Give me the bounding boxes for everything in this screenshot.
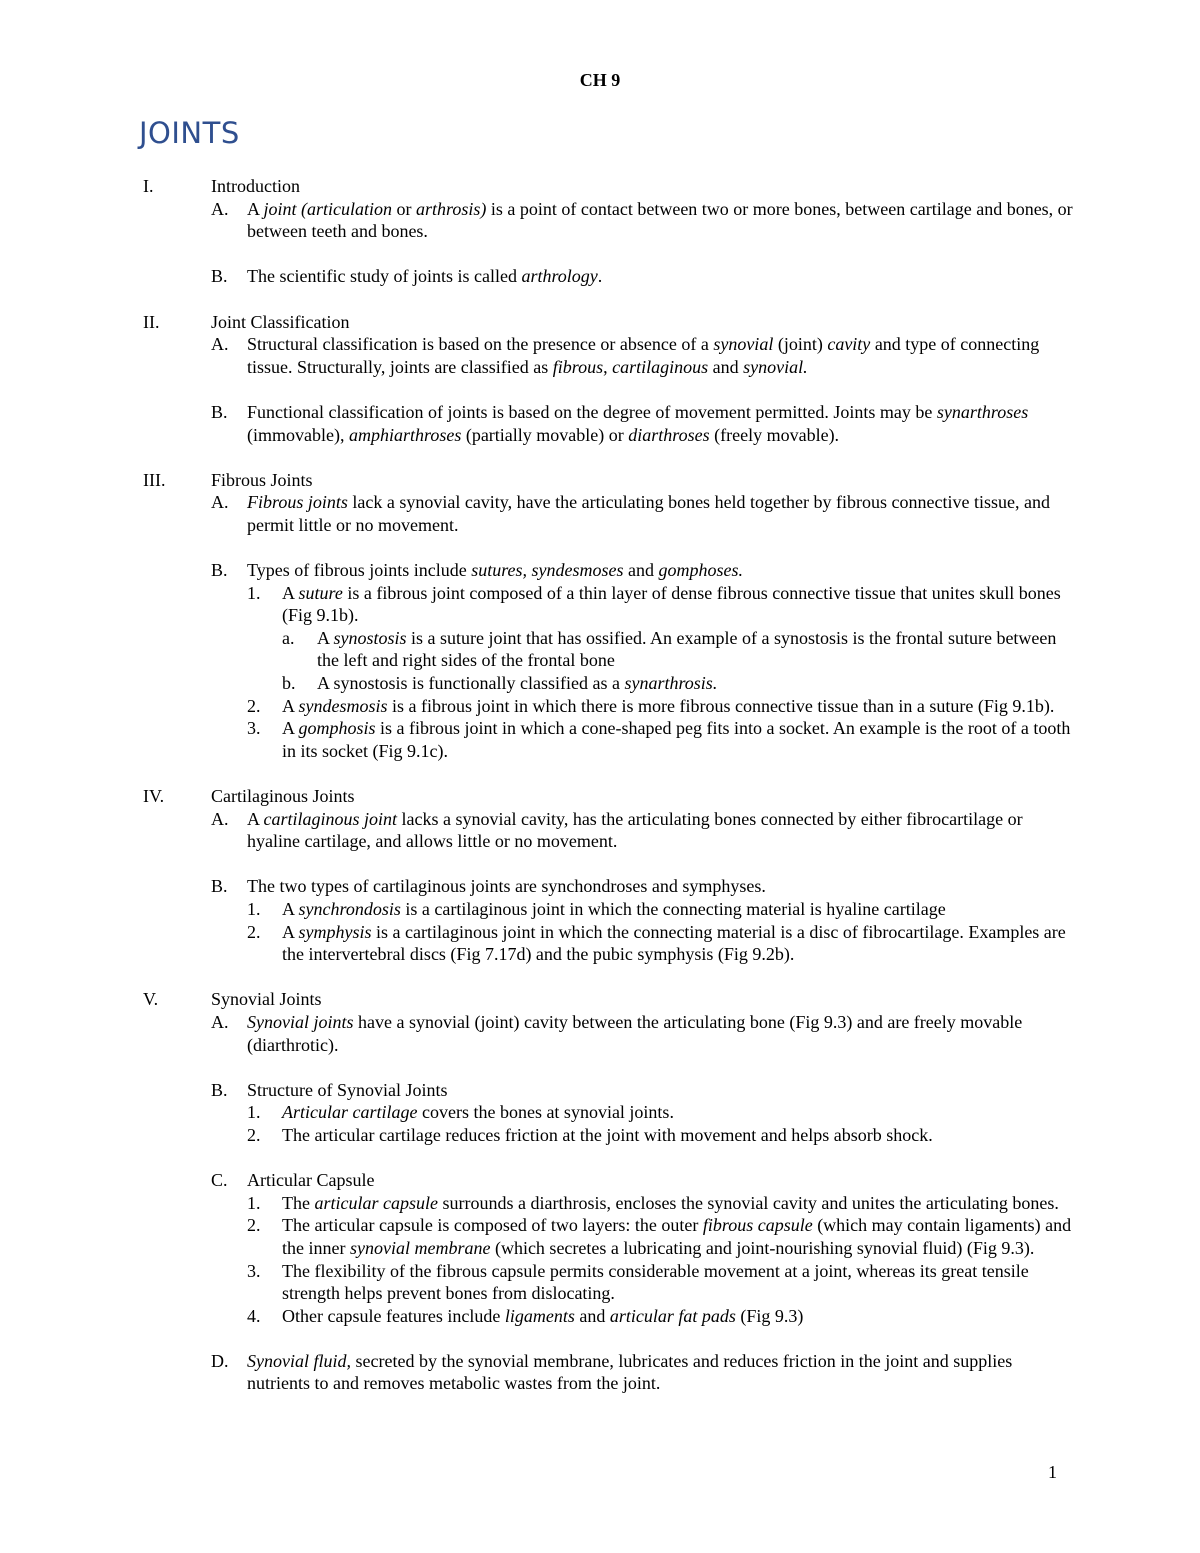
item-text: The flexibility of the fibrous capsule permits considerable movement at a joint, whereas its great tensile strength helps prevent bones from dislocating. [282, 1260, 1029, 1304]
section-title: Cartilaginous Joints [211, 786, 355, 807]
section-fibrous-joints [0, 469, 1200, 785]
list-item [0, 491, 1200, 536]
section-numeral: II. [143, 311, 160, 332]
list-item [0, 695, 1200, 718]
item-label: B. [211, 266, 228, 287]
outline [0, 175, 1200, 1395]
item-text: A syndesmosis is a fibrous joint in which there is more fibrous connective tissue than in a suture (Fig 9.1b). [282, 695, 1055, 716]
list-item [0, 1350, 1200, 1395]
item-label: 3. [247, 718, 261, 739]
item-label: 2. [247, 1124, 261, 1145]
chapter-header: CH 9 [579, 70, 621, 90]
list-item [0, 1260, 1200, 1305]
item-label: A. [211, 492, 229, 513]
section-heading [0, 311, 1200, 334]
section-joint-classification [0, 311, 1200, 469]
list-item [0, 333, 1200, 378]
item-label: 1. [247, 1192, 261, 1213]
section-introduction [0, 175, 1200, 311]
item-label: A. [211, 198, 229, 219]
section-heading [0, 785, 1200, 808]
item-label: B. [211, 1079, 228, 1100]
list-item [0, 921, 1200, 966]
item-text: A joint (articulation or arthrosis) is a point of contact between two or more bones, between cartilage and bones, or between teeth and bones. [247, 198, 1073, 242]
item-label: b. [282, 673, 296, 694]
list-item [0, 808, 1200, 853]
item-text: Synovial joints have a synovial (joint) cavity between the articulating bone (Fig 9.3) and are freely movable (diarthrotic). [247, 1011, 1023, 1055]
item-label: D. [211, 1350, 229, 1371]
item-text: Fibrous joints lack a synovial cavity, have the articulating bones held together by fibrous connective tissue, and permit little or no movement. [247, 492, 1050, 535]
item-text: Synovial fluid, secreted by the synovial membrane, lubricates and reduces friction in the joint and supplies nutrients to and removes metabolic wastes from the joint. [247, 1350, 1013, 1394]
item-text: Structure of Synovial Joints [247, 1079, 448, 1100]
section-numeral: I. [143, 176, 154, 196]
list-item [0, 559, 1200, 582]
item-text: Other capsule features include ligaments and articular fat pads (Fig 9.3) [282, 1305, 804, 1326]
section-title: Fibrous Joints [211, 469, 313, 490]
item-text: A synostosis is functionally classified as a synarthrosis. [317, 673, 718, 694]
list-item [0, 1124, 1200, 1147]
item-text: Articular cartilage covers the bones at synovial joints. [282, 1102, 674, 1123]
list-item [0, 1192, 1200, 1215]
list-item [0, 875, 1200, 898]
section-title: Synovial Joints [211, 989, 322, 1010]
item-label: a. [282, 627, 295, 648]
item-text: Structural classification is based on the presence or absence of a synovial (joint) cavity and type of connecting tissue. Structurally, joints are classified as fibrous, cartilaginous and synovial. [247, 334, 1040, 377]
section-heading [0, 175, 1200, 198]
item-label: B. [211, 401, 228, 422]
item-label: 3. [247, 1260, 261, 1281]
item-label: A. [211, 334, 229, 355]
list-item [0, 672, 1200, 695]
section-numeral: V. [143, 989, 159, 1010]
item-text: Articular Capsule [247, 1170, 375, 1191]
section-title: Introduction [211, 176, 300, 196]
list-item [0, 198, 1200, 243]
section-synovial-joints [0, 988, 1200, 1395]
item-label: 4. [247, 1305, 261, 1326]
section-numeral: IV. [143, 786, 165, 807]
list-item [0, 717, 1200, 762]
section-numeral: III. [143, 469, 166, 490]
item-text: The scientific study of joints is called arthrology. [247, 266, 603, 287]
item-label: 2. [247, 695, 261, 716]
item-label: B. [211, 876, 228, 897]
item-text: The articular cartilage reduces friction at the joint with movement and helps absorb shock. [282, 1124, 933, 1145]
item-text: Functional classification of joints is based on the degree of movement permitted. Joints may be synarthroses (immovable), amphiarthroses (partially movable) or diarthroses (freely movable). [247, 401, 1029, 445]
list-item [0, 1101, 1200, 1124]
item-text: A synchrondosis is a cartilaginous joint in which the connecting material is hyaline cartilage [282, 899, 946, 919]
list-item [0, 1305, 1200, 1328]
item-text: The two types of cartilaginous joints are synchondroses and symphyses. [247, 876, 766, 897]
section-cartilaginous-joints [0, 785, 1200, 988]
list-item [0, 1011, 1200, 1056]
item-label: 1. [247, 1102, 261, 1123]
item-text: A cartilaginous joint lacks a synovial cavity, has the articulating bones connected by either fibrocartilage or hyaline cartilage, and allows little or no movement. [247, 808, 1023, 852]
item-text: A suture is a fibrous joint composed of a thin layer of dense fibrous connective tissue that unites skull bones (Fig 9.1b). [282, 582, 1061, 626]
item-label: 1. [247, 899, 261, 919]
list-item [0, 1169, 1200, 1192]
item-text: The articular capsule surrounds a diarthrosis, encloses the synovial cavity and unites the articulating bones. [282, 1192, 1059, 1213]
item-text: The articular capsule is composed of two layers: the outer fibrous capsule (which may contain ligaments) and the inner synovial membrane (which secretes a lubricating and joint-nourishing synovial fluid) (Fig 9.3). [282, 1215, 1072, 1258]
section-heading [0, 988, 1200, 1011]
item-text: A symphysis is a cartilaginous joint in which the connecting material is a disc of fibrocartilage. Examples are the intervertebral discs (Fig 7.17d) and the pubic symphysis (Fig 9.2b). [282, 921, 1066, 965]
item-text: A gomphosis is a fibrous joint in which a cone-shaped peg fits into a socket. An example is the root of a tooth in its socket (Fig 9.1c). [282, 718, 1071, 761]
list-item [0, 627, 1200, 672]
section-title: Joint Classification [211, 311, 350, 332]
page-number: 1 [1048, 1462, 1057, 1482]
document-title: JOINTS [139, 116, 240, 150]
list-item [0, 1214, 1200, 1259]
item-label: 2. [247, 921, 261, 942]
section-heading [0, 469, 1200, 492]
item-label: 2. [247, 1215, 261, 1236]
item-label: 1. [247, 582, 261, 603]
list-item [0, 582, 1200, 627]
list-item [0, 401, 1200, 446]
item-text: Types of fibrous joints include sutures, syndesmoses and gomphoses. [247, 560, 744, 581]
list-item [0, 265, 1200, 288]
item-label: B. [211, 560, 228, 581]
item-text: A synostosis is a suture joint that has ossified. An example of a synostosis is the frontal suture between the left and right sides of the frontal bone [317, 627, 1057, 671]
item-label: C. [211, 1170, 228, 1191]
item-label: A. [211, 808, 229, 829]
item-label: A. [211, 1011, 229, 1032]
list-item [0, 898, 1200, 921]
list-item [0, 1079, 1200, 1102]
